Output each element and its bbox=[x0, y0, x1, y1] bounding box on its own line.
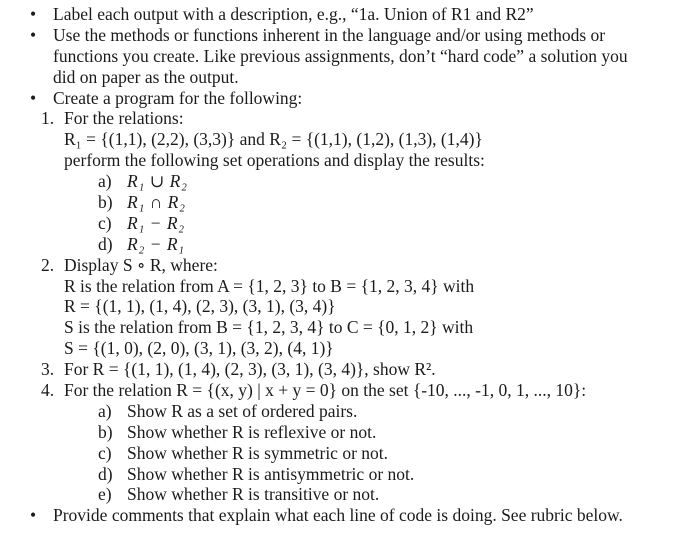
set-operation-expression: R₁ ∩ R₂ bbox=[127, 192, 186, 213]
continuation-line bbox=[0, 129, 675, 150]
bullet-marker: • bbox=[30, 24, 37, 45]
numbered-item bbox=[0, 359, 675, 380]
line-text: Display S ∘ R, where: bbox=[64, 254, 218, 275]
number-marker: 3. bbox=[41, 359, 55, 380]
letter-marker: e) bbox=[98, 484, 112, 505]
letter-item bbox=[0, 171, 675, 192]
line-text: Use the methods or functions inherent in the language and/or using methods or bbox=[53, 24, 606, 45]
letter-item bbox=[0, 484, 675, 505]
line-text: For the relations: bbox=[64, 108, 184, 129]
bullet-item bbox=[0, 88, 675, 109]
bullet-item bbox=[0, 4, 675, 25]
line-text: Show R as a set of ordered pairs. bbox=[127, 400, 358, 421]
line-text: Show whether R is reflexive or not. bbox=[127, 421, 377, 442]
letter-marker: d) bbox=[98, 233, 113, 254]
continuation-line bbox=[0, 276, 675, 297]
letter-marker: b) bbox=[98, 192, 113, 213]
line-text: S is the relation from B = {1, 2, 3, 4} to C = {0, 1, 2} with bbox=[64, 317, 474, 338]
numbered-item bbox=[0, 380, 675, 401]
letter-item bbox=[0, 422, 675, 443]
line-text: S = {(1, 0), (2, 0), (3, 1), (3, 2), (4, 1)} bbox=[64, 338, 334, 359]
number-marker: 2. bbox=[41, 254, 55, 275]
bullet-marker: • bbox=[30, 4, 37, 24]
bullet-item bbox=[0, 25, 675, 46]
letter-item bbox=[0, 192, 675, 213]
line-text: Create a program for the following: bbox=[53, 87, 303, 108]
letter-item bbox=[0, 213, 675, 234]
continuation-line bbox=[0, 317, 675, 338]
letter-marker: c) bbox=[98, 442, 112, 463]
line-text: perform the following set operations and display the results: bbox=[64, 150, 485, 171]
letter-item bbox=[0, 401, 675, 422]
letter-marker: a) bbox=[98, 400, 112, 421]
letter-item bbox=[0, 464, 675, 485]
set-operation-expression: R₂ − R₁ bbox=[127, 233, 185, 254]
letter-marker: d) bbox=[98, 463, 113, 484]
numbered-item bbox=[0, 255, 675, 276]
continuation-line bbox=[0, 296, 675, 317]
set-operation-expression: R₁ − R₂ bbox=[127, 212, 185, 233]
numbered-item bbox=[0, 108, 675, 129]
line-text: R₁ = {(1,1), (2,2), (3,3)} and R₂ = {(1,1), (1,2), (1,3), (1,4)} bbox=[64, 129, 483, 150]
bullet-item bbox=[0, 505, 675, 526]
letter-item bbox=[0, 443, 675, 464]
continuation-line bbox=[0, 338, 675, 359]
letter-marker: a) bbox=[98, 171, 112, 192]
continuation-line bbox=[0, 46, 675, 67]
letter-marker: b) bbox=[98, 421, 113, 442]
line-text: Provide comments that explain what each line of code is doing. See rubric below. bbox=[53, 505, 623, 526]
line-text: Label each output with a description, e.g., “1a. Union of R1 and R2” bbox=[53, 4, 534, 24]
line-text: R is the relation from A = {1, 2, 3} to B = {1, 2, 3, 4} with bbox=[64, 275, 475, 296]
number-marker: 4. bbox=[41, 380, 55, 401]
letter-item bbox=[0, 234, 675, 255]
continuation-line bbox=[0, 150, 675, 171]
line-text: For R = {(1, 1), (1, 4), (2, 3), (3, 1), (3, 4)}, show R². bbox=[64, 359, 436, 380]
letter-marker: c) bbox=[98, 212, 112, 233]
number-marker: 1. bbox=[41, 108, 55, 129]
line-text: R = {(1, 1), (1, 4), (2, 3), (3, 1), (3, 4)} bbox=[64, 296, 336, 317]
line-text: Show whether R is antisymmetric or not. bbox=[127, 463, 415, 484]
line-text: Show whether R is transitive or not. bbox=[127, 484, 380, 505]
line-text: functions you create. Like previous assignments, don’t “hard code” a solution you bbox=[53, 45, 628, 66]
bullet-marker: • bbox=[30, 87, 37, 108]
continuation-line bbox=[0, 67, 675, 88]
line-text: did on paper as the output. bbox=[53, 66, 239, 87]
set-operation-expression: R₁ ∪ R₂ bbox=[127, 171, 188, 192]
line-text: Show whether R is symmetric or not. bbox=[127, 442, 389, 463]
bullet-marker: • bbox=[30, 505, 37, 526]
line-text: For the relation R = {(x, y) | x + y = 0} on the set {-10, ..., -1, 0, 1, ..., 10}: bbox=[64, 380, 587, 401]
